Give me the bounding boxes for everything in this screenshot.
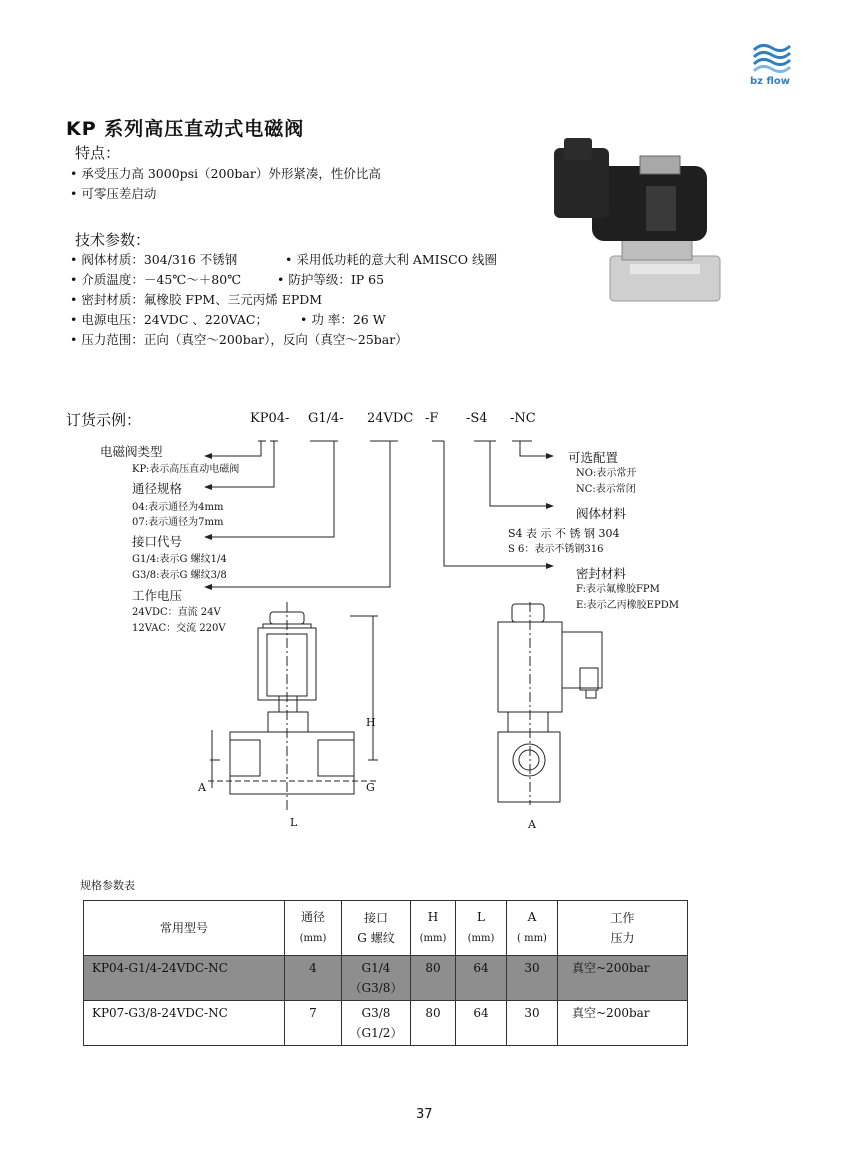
feature-item: • 承受压力高 3000psi（200bar）外形紧凑，性价比高: [70, 166, 381, 181]
dim-label-H: H: [366, 716, 376, 729]
cell-pressure: 真空~200bar: [558, 956, 688, 1001]
header-l: L (mm): [456, 901, 507, 956]
code-part: -F: [425, 411, 439, 426]
dim-label-A: A: [528, 818, 536, 831]
group-note: KP:表示高压直动电磁阀: [132, 464, 240, 475]
group-title-valve-type: 电磁阀类型: [100, 444, 163, 459]
code-part: -S4: [466, 411, 488, 426]
spec-table-caption: 规格参数表: [80, 879, 135, 892]
group-note: 04:表示通径为4mm: [132, 502, 224, 513]
group-title-orifice: 通径规格: [132, 481, 183, 496]
code-part: -NC: [510, 411, 536, 426]
group-note: NO:表示常开: [576, 468, 637, 479]
tech-item: • 密封材质：氟橡胶 FPM、三元丙烯 EPDM: [70, 292, 323, 307]
table-row: [84, 1001, 688, 1046]
page-number: 37: [416, 1107, 433, 1122]
tech-item: • 阀体材质：304/316 不锈钢: [70, 252, 238, 267]
header-pressure: 工作 压力: [558, 901, 688, 956]
code-part: 24VDC: [367, 411, 414, 426]
tech-item: • 功 率：26 W: [300, 312, 386, 327]
dim-label-A-left: A: [198, 781, 206, 794]
logo-text: bz flow: [750, 76, 790, 87]
cell-l: 64: [456, 956, 507, 1001]
cell-model: KP07-G3/8-24VDC-NC: [84, 1001, 285, 1046]
tech-item: • 防护等级：IP 65: [277, 272, 385, 287]
group-note: G3/8:表示G 螺纹3/8: [132, 570, 227, 581]
order-label: 订货示例：: [66, 411, 142, 429]
group-note: 12VAC：交流 220V: [132, 623, 226, 634]
table-header-row: [84, 901, 688, 956]
tech-item: • 电源电压：24VDC 、220VAC；: [70, 312, 268, 327]
tech-item: • 介质温度：－45℃～＋80℃: [70, 272, 242, 287]
dim-label-G: G: [366, 781, 375, 794]
group-note: NC:表示常闭: [576, 484, 636, 495]
features-heading: 特点：: [75, 144, 121, 162]
header-h: H (mm): [411, 901, 456, 956]
tech-item: • 采用低功耗的意大利 AMISCO 线圈: [285, 252, 497, 267]
cell-h: 80: [411, 1001, 456, 1046]
group-note: F:表示氟橡胶FPM: [576, 584, 660, 595]
group-note: G1/4:表示G 螺纹1/4: [132, 554, 227, 565]
cell-a: 30: [507, 1001, 558, 1046]
front-view-drawing: [190, 600, 390, 815]
cell-a: 30: [507, 956, 558, 1001]
cell-pressure: 真空~200bar: [558, 1001, 688, 1046]
cell-orifice: 7: [285, 1001, 342, 1046]
tech-heading: 技术参数：: [75, 231, 151, 249]
group-note: S4 表 示 不 锈 钢 304: [508, 527, 620, 540]
group-title-seal: 密封材料: [576, 566, 627, 581]
group-title-voltage: 工作电压: [132, 588, 183, 603]
spec-table: [83, 900, 688, 1046]
group-title-body: 阀体材料: [576, 506, 627, 521]
table-row: [84, 956, 688, 1001]
side-view-drawing: [492, 600, 622, 810]
cell-port: G3/8 （G1/2）: [342, 1001, 411, 1046]
tech-item: • 压力范围：正向（真空～200bar），反向（真空～25bar）: [70, 332, 408, 347]
header-a: A ( mm): [507, 901, 558, 956]
cell-port: G1/4 （G3/8）: [342, 956, 411, 1001]
code-part: KP04-: [250, 411, 290, 426]
header-model: 常用型号: [84, 901, 285, 956]
cell-model: KP04-G1/4-24VDC-NC: [84, 956, 285, 1001]
feature-item: • 可零压差启动: [70, 186, 157, 201]
cell-l: 64: [456, 1001, 507, 1046]
group-note: 07:表示通径为7mm: [132, 517, 224, 528]
code-part: G1/4-: [308, 411, 344, 426]
group-title-port: 接口代号: [132, 534, 183, 549]
group-note: E:表示乙丙橡胶EPDM: [576, 600, 679, 611]
cell-h: 80: [411, 956, 456, 1001]
dim-label-L: L: [290, 816, 298, 829]
header-port: 接口 G 螺纹: [342, 901, 411, 956]
group-title-option: 可选配置: [568, 450, 619, 465]
group-note: 24VDC：直流 24V: [132, 607, 221, 618]
header-orifice: 通径 (mm): [285, 901, 342, 956]
page-title: KP 系列高压直动式电磁阀: [66, 118, 305, 140]
group-note: S 6：表示不锈钢316: [508, 544, 604, 555]
cell-orifice: 4: [285, 956, 342, 1001]
